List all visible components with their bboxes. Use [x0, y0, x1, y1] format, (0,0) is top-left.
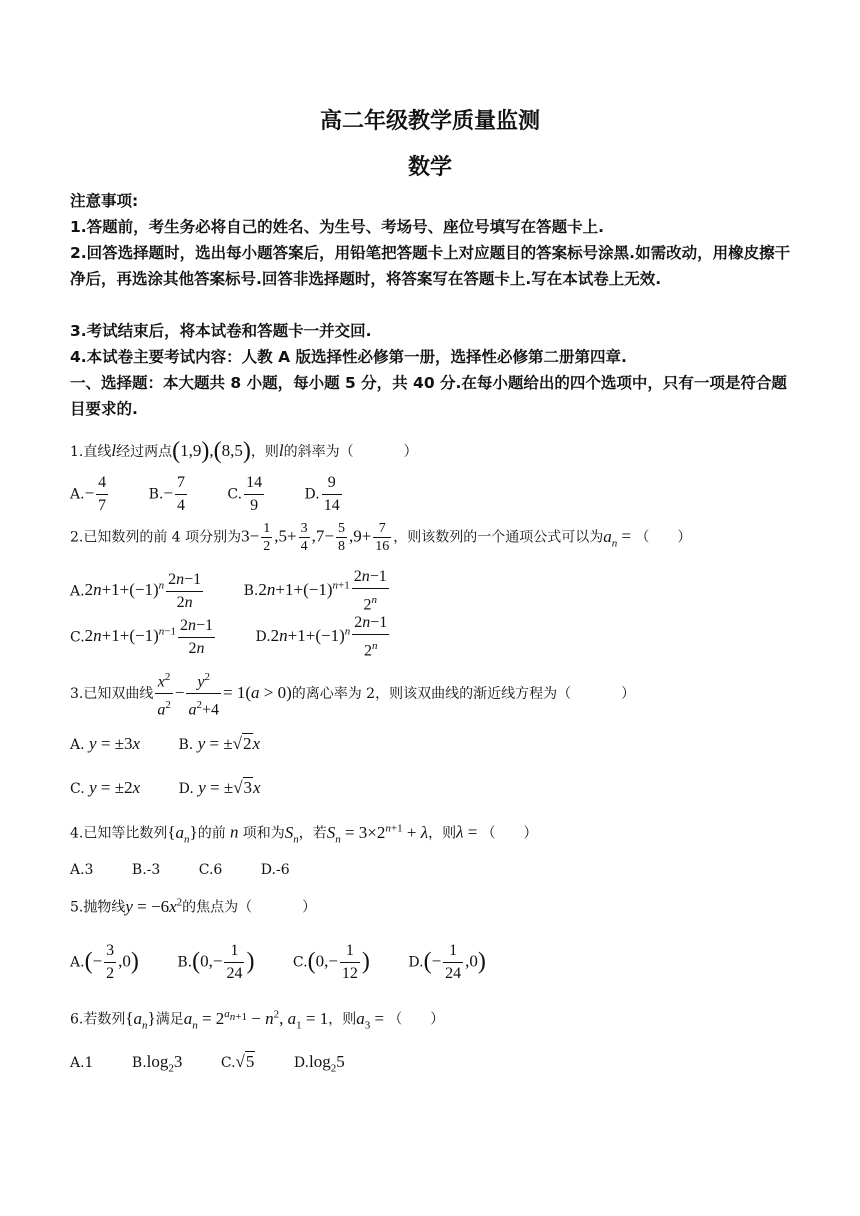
option-a: A.− $\frac{4}{7}$: [70, 474, 107, 514]
question-3-options-ab: [70, 734, 800, 754]
question-6-options: [70, 1052, 800, 1074]
option-c: C.√5: [220, 1052, 255, 1071]
option-d: D.(− $\frac{1}{24}$ ,0): [408, 942, 486, 982]
option-d: D.-6: [260, 862, 290, 878]
question-3: 3.已知双曲线 $\frac{x^2}{a^2}$ − $\frac{y^2}{a^2+4}$ = 1(a > 0)的离心率为 2，则该双曲线的渐近线方程为（ ）: [70, 666, 800, 722]
option-a: $A.2n+1+(-1)^n$ $\frac{2n-1}{2n}$: [70, 570, 202, 611]
question-1: 1.直线l经过两点(1,9),(8,5)，则l的斜率为（ ）: [70, 438, 418, 464]
section-1-instructions: 一、选择题：本大题共 8 小题，每小题 5 分，共 40 分.在每小题给出的四个选项中，只有一项是符合题目要求的.: [70, 374, 787, 418]
option-b: $B.2n+1+(-1)^{n+1}$ $\frac{2n-1}{2^n}$: [243, 568, 387, 614]
question-2-options-cd: [70, 612, 800, 662]
option-c: $C.2n+1+(-1)^{n-1}$ $\frac{2n-1}{2n}$: [70, 616, 214, 657]
notes-heading: 注意事项:: [70, 192, 139, 210]
option-b: B.(0,− $\frac{1}{24}$ ): [177, 942, 255, 982]
option-d: $D.\log_25$: [293, 1052, 345, 1075]
option-c: C. $\frac{14}{9}$: [227, 474, 263, 514]
question-3-options-cd: [70, 778, 800, 798]
option-d: $D.2n+1+(-1)^n$ $\frac{2n-1}{2^n}$: [255, 614, 388, 660]
question-1-options: [70, 472, 800, 517]
option-b: B.− $\frac{7}{4}$: [148, 474, 185, 514]
option-a: A.3: [70, 862, 94, 878]
question-2-options-ab: [70, 566, 800, 616]
option-c: C.(0,− $\frac{1}{12}$ ): [292, 942, 370, 982]
option-d: D. y = ±√3x: [178, 778, 261, 797]
note-4: 4.本试卷主要考试内容：人教 A 版选择性必修第一册，选择性必修第二册第四章.: [70, 348, 627, 366]
note-1: 1.答题前，考生务必将自己的姓名、为生号、考场号、座位号填写在答题卡上.: [70, 218, 605, 236]
option-b: B.-3: [131, 862, 161, 878]
question-5-options: [70, 940, 800, 985]
question-5: 5.抛物线$y = -6x^2$的焦点为（ ）: [70, 896, 317, 916]
question-4: 4.已知等比数列$\{a_n\}$的前 n 项和为$S_n$，若$S_n = 3\times 2^{n+1} + \lambda$，则λ = （ ）: [70, 822, 538, 846]
note-2: 2.回答选择题时，选出每小题答案后，用铅笔把答题卡上对应题目的答案标号涂黑.如需改动，用橡皮擦干净后，再选涂其他答案标号.回答非选择题时，将答案写在答题卡上.写在本试卷上无效.: [70, 244, 791, 288]
question-4-options: [70, 862, 800, 878]
option-a: A.1: [70, 1055, 94, 1071]
exam-title: 高二年级教学质量监测: [319, 109, 540, 134]
option-a: A.(− $\frac{3}{2}$ ,0): [70, 942, 139, 982]
question-2: 2.已知数列的前 4 项分别为3− $\frac{1}{2}$ ,5+ $\frac{3}{4}$ ,7− $\frac{5}{8}$ ,9+ $\frac{7}{16}$ ，则该数列的一个通项公式可以为$a_n$ = （ ）: [70, 521, 692, 554]
option-c: C.6: [198, 862, 223, 878]
subject-title: 数学: [407, 155, 452, 180]
option-b: B. y = ±√2x: [178, 734, 261, 753]
note-3: 3.考试结束后，将本试卷和答题卡一并交回.: [70, 322, 372, 340]
question-6: 6.若数列$\{a_n\}$满足$a_n = 2^{a_{n+1}} - n^2$, $a_1 = 1$，则$a_3$ = （ ）: [70, 1008, 445, 1032]
option-d: D. $\frac{9}{14}$: [304, 474, 340, 514]
option-b: $B.\log_23$: [131, 1052, 183, 1075]
option-c: C. y = ±2x: [70, 778, 141, 797]
option-a: A. y = ±3x: [70, 734, 141, 753]
